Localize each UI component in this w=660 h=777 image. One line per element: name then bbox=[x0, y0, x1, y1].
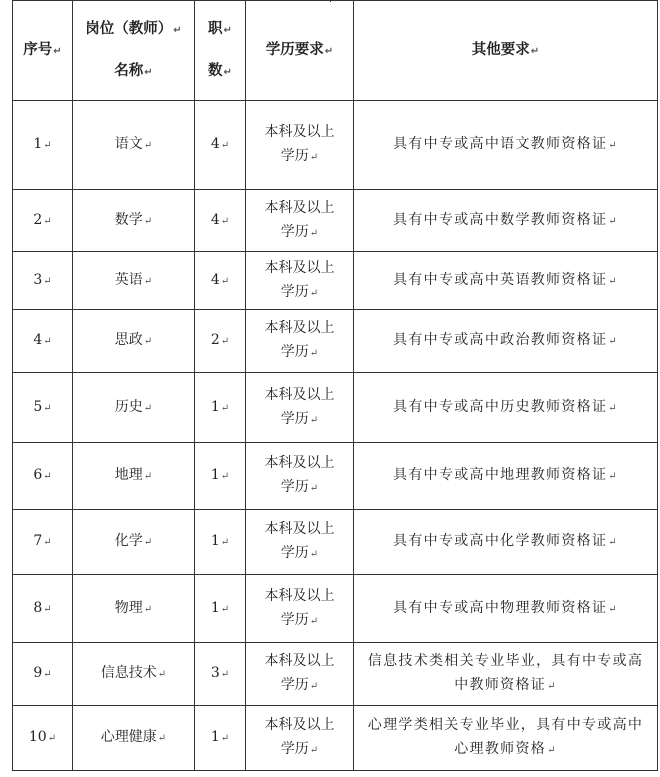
cell-count: 1↵ bbox=[195, 706, 246, 771]
cell-education: 本科及以上 学历↵ bbox=[246, 101, 354, 190]
cell-other-requirements: 具有中专或高中历史教师资格证↵ bbox=[354, 373, 658, 443]
cell-education: 本科及以上 学历↵ bbox=[246, 443, 354, 510]
cell-education: 本科及以上 学历↵ bbox=[246, 575, 354, 643]
cell-seq: 2↵ bbox=[13, 190, 73, 252]
cell-position: 地理↵ bbox=[73, 443, 195, 510]
cell-education: 本科及以上 学历↵ bbox=[246, 310, 354, 373]
cell-other-requirements: 具有中专或高中地理教师资格证↵ bbox=[354, 443, 658, 510]
cell-position: 历史↵ bbox=[73, 373, 195, 443]
cell-position: 心理健康↵ bbox=[73, 706, 195, 771]
cell-seq: 7↵ bbox=[13, 510, 73, 575]
header-seq: 序号↵ bbox=[13, 1, 73, 101]
cell-count: 1↵ bbox=[195, 443, 246, 510]
cell-seq: 4↵ bbox=[13, 310, 73, 373]
cell-seq: 9↵ bbox=[13, 643, 73, 706]
cell-count: 4↵ bbox=[195, 190, 246, 252]
cell-seq: 10↵ bbox=[13, 706, 73, 771]
header-count: 职↵ 数↵ bbox=[195, 1, 246, 101]
teacher-recruitment-table bbox=[12, 0, 658, 771]
cell-position: 信息技术↵ bbox=[73, 643, 195, 706]
cell-other-requirements: 具有中专或高中政治教师资格证↵ bbox=[354, 310, 658, 373]
cell-education: 本科及以上 学历↵ bbox=[246, 510, 354, 575]
cell-position: 英语↵ bbox=[73, 252, 195, 310]
cell-other-requirements: 具有中专或高中数学教师资格证↵ bbox=[354, 190, 658, 252]
cell-count: 4↵ bbox=[195, 101, 246, 190]
header-other: 其他要求↵ bbox=[354, 1, 658, 101]
table-row bbox=[13, 190, 658, 252]
table-row bbox=[13, 575, 658, 643]
cell-position: 思政↵ bbox=[73, 310, 195, 373]
table-row bbox=[13, 310, 658, 373]
cell-count: 1↵ bbox=[195, 510, 246, 575]
cell-position: 化学↵ bbox=[73, 510, 195, 575]
table-row bbox=[13, 373, 658, 443]
cell-count: 2↵ bbox=[195, 310, 246, 373]
header-position: 岗位（教师）↵ 名称↵ bbox=[73, 1, 195, 101]
header-row bbox=[13, 1, 658, 101]
cell-seq: 5↵ bbox=[13, 373, 73, 443]
cell-education: 本科及以上 学历↵ bbox=[246, 643, 354, 706]
cell-education: 本科及以上 学历↵ bbox=[246, 373, 354, 443]
cell-other-requirements: 具有中专或高中化学教师资格证↵ bbox=[354, 510, 658, 575]
table-row bbox=[13, 706, 658, 771]
table-row bbox=[13, 252, 658, 310]
table-row bbox=[13, 443, 658, 510]
cell-other-requirements: 具有中专或高中物理教师资格证↵ bbox=[354, 575, 658, 643]
cell-other-requirements: 信息技术类相关专业毕业，具有中专或高 中教师资格证↵ bbox=[354, 643, 658, 706]
cell-seq: 6↵ bbox=[13, 443, 73, 510]
cell-other-requirements: 具有中专或高中语文教师资格证↵ bbox=[354, 101, 658, 190]
cell-education: 本科及以上 学历↵ bbox=[246, 706, 354, 771]
cell-education: 本科及以上 学历↵ bbox=[246, 252, 354, 310]
cell-count: 3↵ bbox=[195, 643, 246, 706]
cell-seq: 1↵ bbox=[13, 101, 73, 190]
cell-position: 数学↵ bbox=[73, 190, 195, 252]
cell-position: 语文↵ bbox=[73, 101, 195, 190]
header-education: 学历要求↵ bbox=[246, 1, 354, 101]
cell-count: 4↵ bbox=[195, 252, 246, 310]
cell-count: 1↵ bbox=[195, 575, 246, 643]
cell-seq: 3↵ bbox=[13, 252, 73, 310]
table-row bbox=[13, 101, 658, 190]
cell-seq: 8↵ bbox=[13, 575, 73, 643]
table-row bbox=[13, 510, 658, 575]
table-row bbox=[13, 643, 658, 706]
cell-education: 本科及以上 学历↵ bbox=[246, 190, 354, 252]
cell-other-requirements: 具有中专或高中英语教师资格证↵ bbox=[354, 252, 658, 310]
cell-position: 物理↵ bbox=[73, 575, 195, 643]
cell-other-requirements: 心理学类相关专业毕业，具有中专或高中 心理教师资格↵ bbox=[354, 706, 658, 771]
cell-count: 1↵ bbox=[195, 373, 246, 443]
